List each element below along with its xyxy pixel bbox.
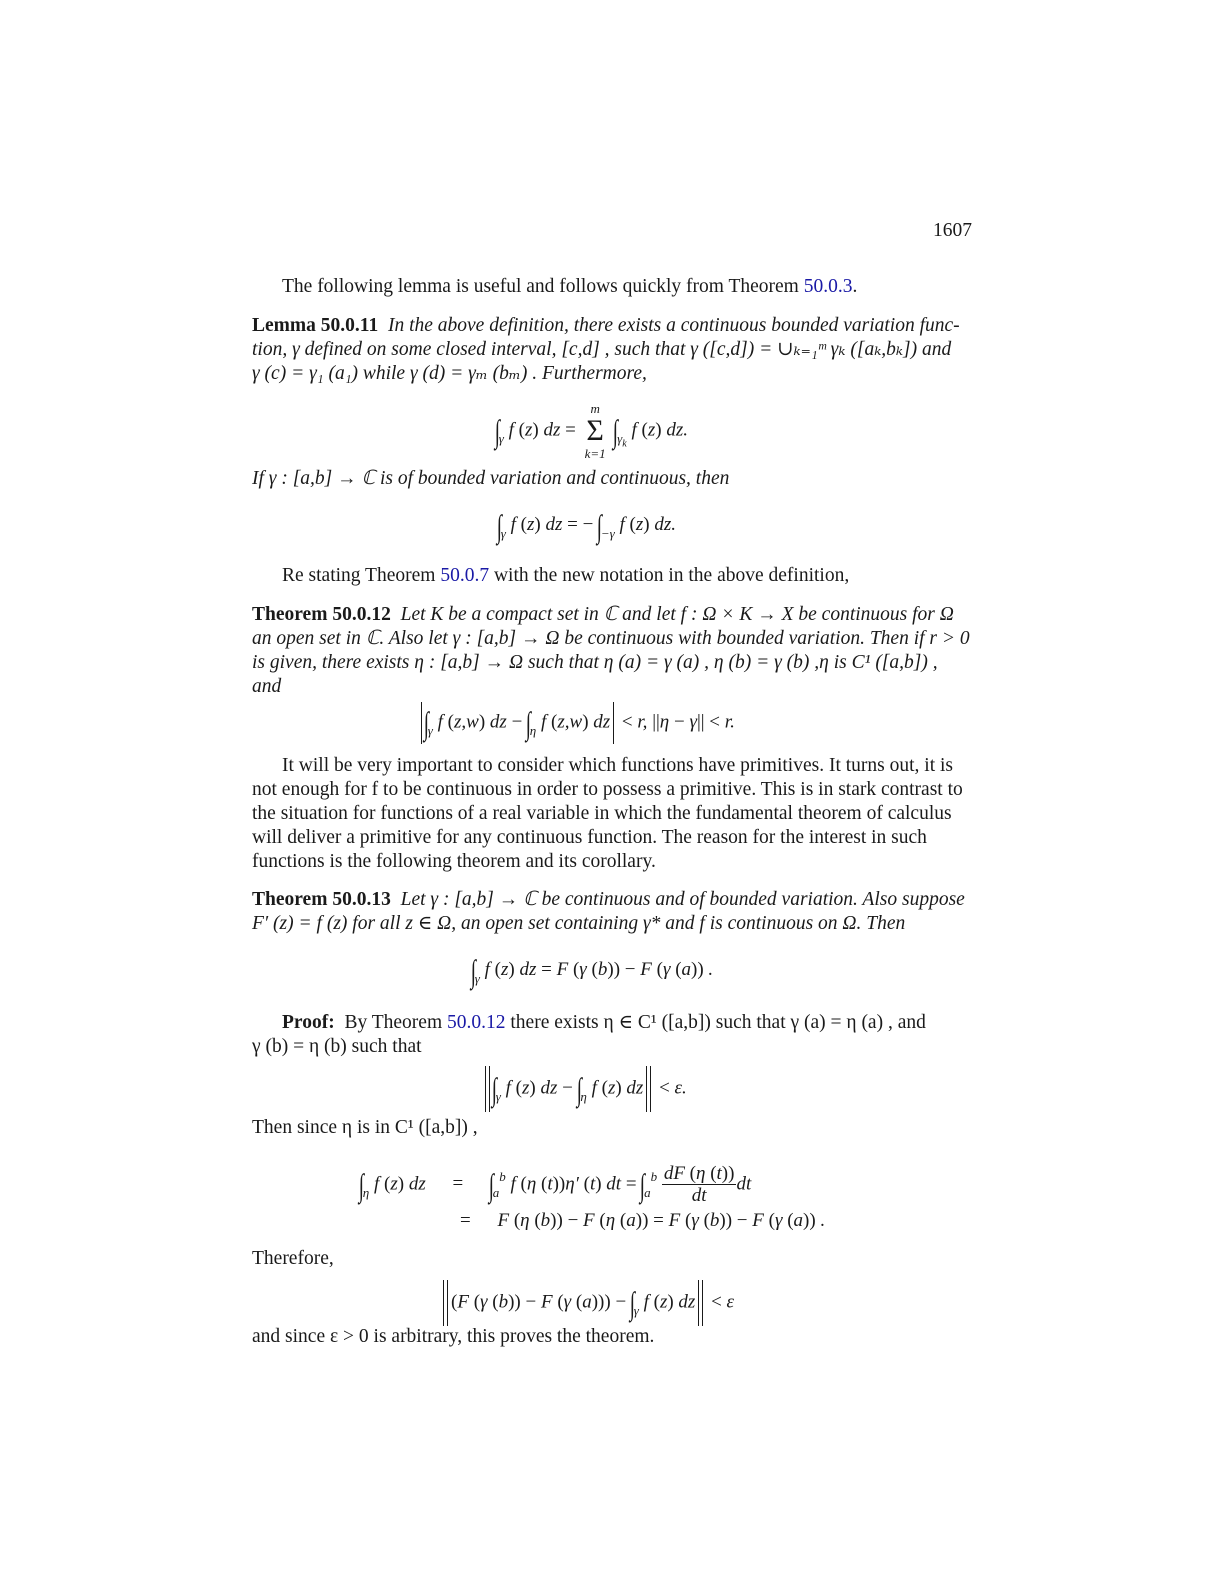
restating-end: with the new notation in the above definition, [489, 565, 850, 586]
theorem-50-0-13 [252, 888, 972, 936]
theorem-13-equation: $\int_\gamma$ f (z) dz = F (γ (b)) − F (γ (a)) . [470, 953, 714, 989]
proof-equation-3: (F (γ (b)) − F (γ $(a))) - \int_\gamma$ f (z) dz < ε [440, 1280, 734, 1326]
proof-line-2: γ (b) = η (b) such that [252, 1036, 422, 1057]
theorem-12-line-4: and [252, 676, 282, 697]
primitives-paragraph [252, 754, 972, 874]
restating-sentence [252, 564, 972, 588]
lemma-text-2: If γ : [a,b] → ℂ is of bounded variation and continuous, then [252, 468, 730, 489]
proof-therefore: Therefore, [252, 1248, 334, 1269]
proof-text-1: By Theorem [344, 1012, 447, 1033]
lemma-equation-sum: $\int_\gamma$ f (z) dz = m Σ k=1 $\int_{\gamma_k}$ f (z) dz. [494, 401, 688, 461]
theorem-12-line-3: is given, there exists η : [a,b] → Ω such that η (a) = γ (a) , η (b) = γ (b) ,η is C¹ ([a,b]) , [252, 652, 938, 673]
paragraph-line-2: not enough for f to be continuous in order to possess a primitive. This is in stark contrast to [252, 779, 963, 800]
paragraph-line-3: the situation for functions of a real variable in which the fundamental theorem of calculus [252, 803, 952, 824]
intro-sentence [252, 275, 972, 299]
intro-end: . [852, 276, 858, 297]
proof-equation-2b: = F (η (b)) − F (η (a)) = F (γ (b)) − F (γ (a)) . [460, 1210, 826, 1231]
theorem-13-label: Theorem 50.0.13 [252, 889, 391, 910]
theorem-13-line-2: F′ (z) = f (z) for all z ∈ Ω, an open set containing γ* and f is continuous on Ω. Then [252, 913, 906, 934]
lemma-equation-reverse: $\int_\gamma$ f (z) dz = − $\int_{-\gamma}$ f (z) dz. [496, 508, 676, 544]
theorem-12-line-1: Let K be a compact set in ℂ and let f : Ω × K → X be continuous for Ω [400, 604, 954, 625]
paragraph-line-4: will deliver a primitive for any continuous function. The reason for the interest in such [252, 827, 927, 848]
theorem-link-50-0-7[interactable]: 50.0.7 [440, 565, 490, 586]
lemma-line-2: tion, γ defined on some closed interval, [c,d] , such that γ ([c,d]) = ∪ₖ₌₁ᵐ γₖ ([aₖ,bₖ]) and [252, 339, 952, 360]
intro-text: The following lemma is useful and follows quickly from Theorem [282, 276, 804, 297]
theorem-12-label: Theorem 50.0.12 [252, 604, 391, 625]
paragraph-line-5: functions is the following theorem and its corollary. [252, 851, 656, 872]
lemma-label: Lemma 50.0.11 [252, 315, 379, 336]
theorem-50-0-12 [252, 603, 972, 699]
theorem-link-50-0-12[interactable]: 50.0.12 [447, 1012, 506, 1033]
lemma-line-1: In the above definition, there exists a continuous bounded variation func- [387, 315, 960, 336]
restating-text: Re stating Theorem [282, 565, 441, 586]
proof-final-line: and since ε > 0 is arbitrary, this proves the theorem. [252, 1326, 655, 1347]
proof-equation-2a: $\int_\eta$ f (z) dz = $\int_a^b$ f (η (t))η′ (t) dt = $\int_a^b$ dF (η (t)) dtdt [358, 1163, 752, 1206]
proof-block [252, 1011, 972, 1059]
proof-then-line: Then since η is in C¹ ([a,b]) , [252, 1117, 478, 1138]
theorem-12-equation: $\int_\gamma$ f (z,w) dz − $\int_\eta$ f (z,w) dz < r, ||η − γ|| < r. [418, 702, 735, 744]
page-number: 1607 [933, 220, 972, 241]
proof-label: Proof: [282, 1012, 335, 1033]
lemma-50-0-11 [252, 314, 972, 386]
lemma-line-3: γ (c) = γ₁ (a₁) while γ (d) = γₘ (bₘ) . Furthermore, [252, 363, 647, 384]
paragraph-line-1: It will be very important to consider which functions have primitives. It turns out, it is [282, 755, 954, 776]
theorem-12-line-2: an open set in ℂ. Also let γ : [a,b] → Ω be continuous with bounded variation. Then if r > 0 [252, 628, 970, 649]
proof-text-1b: there exists η ∈ C¹ ([a,b]) such that γ (a) = η (a) , and [505, 1012, 926, 1033]
proof-equation-1: $\int_\gamma$ f (z) dz − $\int_\eta$ f (z) dz < ε. [482, 1066, 687, 1112]
theorem-13-line-1: Let γ : [a,b] → ℂ be continuous and of bounded variation. Also suppose [400, 889, 965, 910]
theorem-link-50-0-3[interactable]: 50.0.3 [803, 276, 853, 297]
